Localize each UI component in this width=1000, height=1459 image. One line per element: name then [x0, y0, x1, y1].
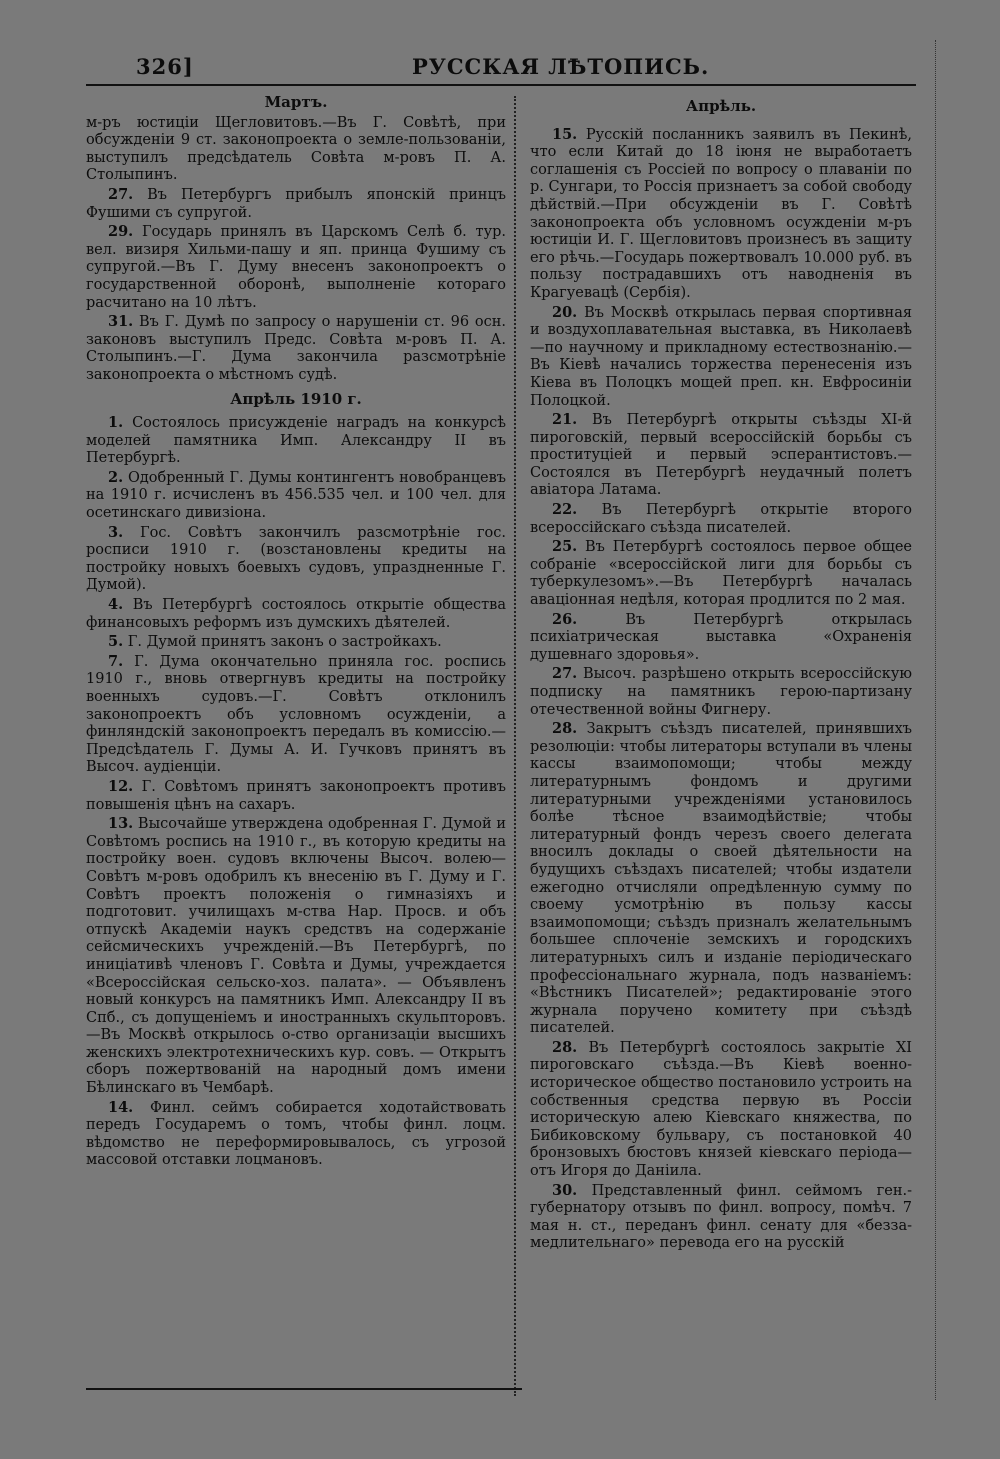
chronicle-entry: [86, 1099, 506, 1170]
entry-day: 2.: [108, 468, 124, 486]
entry-text: Закрытъ съѣздъ писателей, принявшихъ резолюціи: чтобы литераторы вступали въ члены кассы взаимопомощи; чтобы между литературнымъ фондомъ и другими литературными учрежденіями установилось болѣе тѣсное взаимодѣйствіе; чтобы литературный фондъ черезъ своего делегата вносилъ доклады о своей дѣятельности на будущихъ съѣздахъ писателей; чтобы издатели ежегодно отчисляли опредѣленную сумму по своему усмотрѣнію въ пользу кассы взаимопомощи; съѣздъ призналъ желательнымъ большее сплоченіе земскихъ и городскихъ литературныхъ силъ и изданіе періодическаго профессіональнаго журнала, подъ названіемъ: «Вѣстникъ Писателей»; редактированіе этого журнала поручено комитету при съѣздѣ писателей.: [530, 721, 913, 1037]
chronicle-entry: [86, 633, 506, 652]
entry-day: 31.: [108, 313, 134, 331]
column-divider: [514, 96, 517, 1396]
chronicle-entry: [530, 1039, 912, 1181]
chronicle-entry: [86, 596, 506, 632]
entry-text: Въ Петербургѣ открытіе второго всероссійскаго съѣзда писателей.: [530, 502, 912, 536]
entry-day: 4.: [108, 596, 124, 614]
entry-day: 29.: [108, 223, 134, 241]
entry-day: 28.: [552, 1038, 578, 1056]
chronicle-entry: [530, 720, 912, 1038]
entry-text: Въ Петербургъ прибылъ японскій принцъ Фушими съ супругой.: [86, 186, 506, 221]
page-number: 326]: [136, 54, 194, 79]
entry-day: 27.: [108, 185, 134, 203]
entry-text: Въ Петербургѣ состоялось первое общее собраніе «всероссійской лиги для борьбы съ туберкулезомъ».—Въ Петербургѣ началась аваціонная недѣля, которая продлится по 2 мая.: [530, 539, 912, 609]
entry-text: м-ръ юстиціи Щегловитовъ.—Въ Г. Совѣтѣ, при обсужденіи 9 ст. законопроекта о земле-пользованіи, выступилъ предсѣдатель Совѣта м-ровъ П. А. Столыпинъ.: [86, 114, 506, 184]
entry-text: Г. Думой принятъ законъ о застройкахъ.: [127, 634, 442, 651]
entry-day: 15.: [552, 125, 578, 143]
chronicle-entry: [530, 665, 912, 719]
entry-day: 22.: [552, 501, 578, 519]
entry-text: Въ Г. Думѣ по запросу о нарушеніи ст. 96 осн. законовъ выступилъ Предс. Совѣта м-ровъ П. А. Столыпинъ.—Г. Дума закончила разсмотрѣніе законопроекта о мѣстномъ судѣ.: [86, 314, 507, 383]
chronicle-entry: [86, 115, 506, 185]
chronicle-entry: [86, 223, 506, 312]
chronicle-entry: [530, 126, 912, 303]
running-title: РУССКАЯ ЛѢТОПИСЬ.: [412, 54, 710, 79]
entry-day: 27.: [552, 665, 578, 683]
entry-text: Представленный финл. сеймомъ ген.-губернатору отзывъ по финл. вопросу, помѣч. 7 мая н. ст., переданъ финл. сенату для «безза-медлительнаго» перевода его на русскій: [530, 1182, 912, 1252]
entry-text: Государь принялъ въ Царскомъ Селѣ б. тур. вел. визиря Хильми-пашу и яп. принца Фушиму съ супругой.—Въ Г. Думу внесенъ законопроектъ о государственной оборонѣ, выполненіе котораго расчитано на 10 лѣтъ.: [86, 224, 507, 311]
entry-text: Въ Петербургѣ открыты съѣзды XI-й пироговскій, первый всероссійскій борьбы съ проституціей и первый эсперантистовъ.—Состоялся въ Петербургѣ неудачный полетъ авіатора Латама.: [530, 412, 913, 499]
header-rule: [86, 84, 916, 86]
entry-day: 13.: [108, 815, 134, 833]
entry-text: Въ Москвѣ открылась первая спортивная и воздухоплавательная выставка, въ Николаевѣ—по научному и прикладному естествознанію.—Въ Кіевѣ начались торжества перенесенія изъ Кіева въ Полоцкъ мощей преп. кн. Евфросиніи Полоцкой.: [530, 304, 913, 409]
left-column: [86, 92, 506, 1171]
section-heading-april-1910: Апрѣль 1910 г.: [230, 389, 362, 408]
entry-day: 20.: [552, 303, 578, 321]
page-frame-edge: [935, 40, 937, 1400]
entry-text: Высоч. разрѣшено открыть всероссійскую подписку на памятникъ герою-партизану отечественной войны Фигнеру.: [530, 666, 913, 718]
entry-day: 28.: [552, 720, 578, 738]
entry-text: Русскій посланникъ заявилъ въ Пекинѣ, что если Китай до 18 іюня не выработаетъ соглашенія съ Россіей по вопросу о плаваніи по р. Сунгари, то Россія признаетъ за собой свободу дѣйствій.—При обсужденіи въ Г. Совѣтѣ законопроекта объ условномъ осужденіи м-ръ юстиціи И. Г. Щегловитовъ произнесъ въ защиту его рѣчь.—Государь пожертвовалъ 10.000 руб. въ пользу пострадавшихъ отъ наводненія въ Крагуевацѣ (Сербія).: [530, 126, 912, 301]
entry-text: Въ Петербургѣ состоялось открытіе общества финансовыхъ реформъ изъ думскихъ дѣятелей.: [86, 597, 506, 631]
entry-day: 7.: [108, 652, 124, 670]
entry-text: Въ Петербургѣ открылась психіатрическая выставка «Охраненія душевнаго здоровья».: [530, 611, 912, 663]
entry-day: 30.: [552, 1181, 578, 1199]
chronicle-entry: [530, 538, 912, 609]
chronicle-entry: [530, 304, 912, 411]
entry-day: 3.: [108, 523, 124, 541]
entry-day: 14.: [108, 1098, 134, 1116]
chronicle-entry: [86, 815, 506, 1098]
page-header: [132, 50, 912, 84]
entry-day: 12.: [108, 777, 134, 795]
entry-text: Гос. Совѣтъ закончилъ разсмотрѣніе гос. росписи 1910 г. (возстановлены кредиты на постройку новыхъ боевыхъ судовъ, упраздненные Г. Думой).: [86, 524, 507, 594]
chronicle-entry: [530, 1182, 912, 1253]
entry-text: Одобренный Г. Думы контингентъ новобранцевъ на 1910 г. исчисленъ въ 456.535 чел. и 100 чел. для осетинскаго дивизіона.: [86, 469, 506, 522]
entry-text: Состоялось присужденіе наградъ на конкурсѣ моделей памятника Имп. Александру II въ Петербургѣ.: [86, 415, 506, 467]
chronicle-entry: [86, 313, 506, 384]
entry-day: 1.: [108, 414, 124, 432]
entry-day: 5.: [108, 633, 124, 651]
entry-text: Г. Дума окончательно приняла гос. роспись 1910 г., вновь отвергнувъ кредиты на постройку военныхъ судовъ.—Г. Совѣтъ отклонилъ законопроектъ объ условномъ осужденіи, а финляндскій законопроектъ передалъ въ комиссію.—Предсѣдатель Г. Думы А. И. Гучковъ принятъ въ Высоч. аудіенціи.: [86, 653, 506, 776]
chronicle-entry: [530, 501, 912, 537]
chronicle-entry: [86, 414, 506, 468]
chronicle-entry: [530, 411, 912, 500]
entry-day: 25.: [552, 538, 578, 556]
right-column: [530, 92, 912, 1254]
chronicle-entry: [530, 611, 912, 665]
entry-text: Высочайше утверждена одобренная Г. Думой и Совѣтомъ роспись на 1910 г., въ которую кредиты на постройку воен. судовъ включены Высоч. волею—Совѣтъ м-ровъ одобрилъ къ внесенію въ Г. Думу и Г. Совѣтъ проектъ положенія о гимназіяхъ и подготовит. училищахъ м-ства Нар. Просв. и объ отпускѣ Академіи наукъ средствъ на содержаніе сейсмическихъ учрежденій.—Въ Петербургѣ, по иниціативѣ членовъ Г. Совѣта и Думы, учреждается «Всероссійская сельско-хоз. палата». — Объявленъ новый конкурсъ на памятникъ Имп. Александру II въ Спб., съ допущеніемъ и иностранныхъ скульпторовъ.—Въ Москвѣ открылось о-ство организаціи высшихъ женскихъ электротехническихъ кур. совъ. — Открытъ сборъ пожертвованій на народный домъ имени Бѣлинскаго въ Чембарѣ.: [86, 816, 507, 1097]
entry-text: Въ Петербургѣ состоялось закрытіе XI пироговскаго съѣзда.—Въ Кіевѣ военно-историческое общество постановило устроить на собственныя средства первую въ Россіи историческую алею Кіевскаго княжества, по Бибиковскому бульвару, съ постановкой 40 бронзовыхъ бюстовъ князей кіевскаго періода—отъ Игоря до Даніила.: [530, 1039, 912, 1180]
chronicle-entry: [86, 186, 506, 222]
footer-rule: [86, 1388, 522, 1390]
section-heading-april: Апрѣль.: [685, 97, 757, 115]
entry-day: 26.: [552, 610, 578, 628]
chronicle-entry: [86, 469, 506, 523]
chronicle-entry: [86, 653, 506, 777]
entry-day: 21.: [552, 411, 578, 429]
chronicle-entry: [86, 524, 506, 595]
entry-text: Финл. сеймъ собирается ходотайствовать передъ Государемъ о томъ, чтобы финл. лоцм. вѣдомство не переформировывалось, съ угрозой массовой отставки лоцмановъ.: [86, 1099, 506, 1169]
entry-text: Г. Совѣтомъ принятъ законопроектъ противъ повышенія цѣнъ на сахаръ.: [86, 778, 507, 813]
section-heading-march: Мартъ.: [264, 93, 328, 111]
chronicle-entry: [86, 778, 506, 814]
